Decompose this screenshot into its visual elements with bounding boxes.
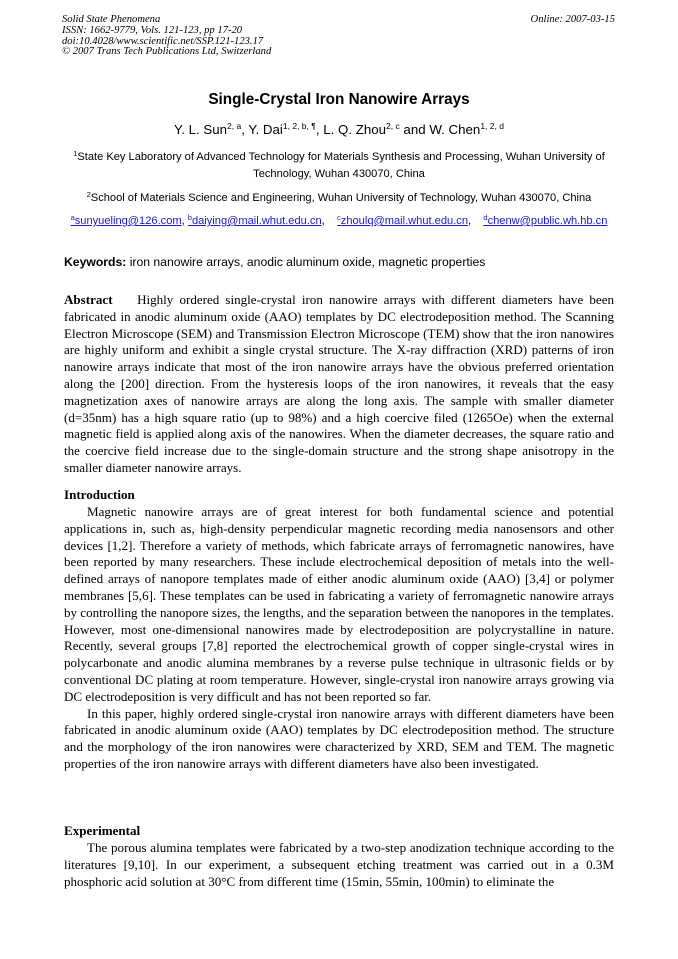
author-name: W. Chen <box>429 122 481 137</box>
abstract-section <box>64 292 614 477</box>
author-separator: , <box>241 122 249 137</box>
email-separator: , <box>468 215 484 227</box>
experimental-section <box>64 840 614 890</box>
author-name: Y. Dai <box>248 122 283 137</box>
online-date: Online: 2007-03-15 <box>530 14 615 25</box>
affiliation-mark: 2 <box>86 189 91 199</box>
keywords-label: Keywords: <box>64 255 127 269</box>
issn-line: ISSN: 1662-9779, Vols. 121-123, pp 17-20 <box>62 24 243 36</box>
doi-line: doi:10.4028/www.scientific.net/SSP.121-123.17 <box>62 35 264 47</box>
email-address: zhoulq@mail.whut.edu.cn <box>340 215 468 227</box>
paper-title: Single-Crystal Iron Nanowire Arrays <box>208 91 470 108</box>
journal-header <box>62 15 271 58</box>
journal-name: Solid State Phenomena <box>62 14 161 25</box>
paragraph: The porous alumina templates were fabricated by a two-step anodization technique according to the literatures [9,10]. In our experiment, a subsequent etching treatment was carried out in a 0.3M phosphoric acid solution at 30°C from different time (15min, 55min, 100min) to eliminate the <box>64 840 614 889</box>
affiliation-text: School of Materials Science and Engineering, Wuhan University of Technology, Wuhan 430070, China <box>90 192 592 204</box>
email-link-chen[interactable] <box>483 212 608 227</box>
keywords-text: iron nanowire arrays, anodic aluminum oxide, magnetic properties <box>126 255 486 269</box>
email-mark: d <box>483 212 488 222</box>
email-separator: , <box>181 215 188 227</box>
email-separator: , <box>321 215 338 227</box>
author-separator: , <box>315 122 324 137</box>
email-address: chenw@public.wh.hb.cn <box>487 215 608 227</box>
abstract-text: Highly ordered single-crystal iron nanowire arrays with different diameters have been fabricated in anodic aluminum oxide (AAO) templates by DC electrodeposition method. The Scanning Electron Microscope (SEM) and Transmission Electron Microscope (TEM) show that the iron nanowires are highly uniform and exhibit a single crystal structure. The X-ray diffraction (XRD) patterns of iron nanowire arrays indicate that most of the iron nanowire arrays have the obvious preferred orientation along the [200] direction. From the hysteresis loops of the iron nanowires, it reveals that the easy magnetization axes of nanowire arrays are along the long axis. The sample with smaller diameter (d=35nm) has a high square ratio (up to 98%) and a high coercive filed (1265Oe) when the external magnetic field is applied along axis of the nanowires. When the diameter decreases, the square ratio and the coercive field increase due to the single-domain structure and the strong shape anisotropy in the smaller diameter nanowire arrays. <box>64 292 615 475</box>
paragraph: In this paper, highly ordered single-crystal iron nanowire arrays with different diameters have been fabricated in anodic aluminum oxide (AAO) templates by DC electrodeposition method. The structure and the morphology of the iron nanowires were characterized by XRD, SEM and TEM. The magnetic properties of the iron nanowire arrays with different diameters have also been investigated. <box>64 705 614 771</box>
keywords <box>64 255 485 269</box>
email-address: daiying@mail.whut.edu.cn <box>191 215 322 227</box>
email-mark: a <box>70 212 75 222</box>
affiliation-mark: 1 <box>73 148 78 158</box>
author-name: Y. L. Sun <box>174 122 228 137</box>
author-list <box>0 122 678 137</box>
author-name: L. Q. Zhou <box>323 122 387 137</box>
author-affiliation-marks: 1, 2, d <box>480 120 504 131</box>
email-link-dai[interactable] <box>187 212 322 227</box>
email-mark: c <box>337 212 341 222</box>
email-mark: b <box>187 212 192 222</box>
email-address: sunyueling@126.com <box>74 215 182 227</box>
experimental-heading: Experimental <box>64 823 141 838</box>
email-link-sun[interactable] <box>70 212 182 227</box>
copyright-line: © 2007 Trans Tech Publications Ltd, Switzerland <box>62 46 272 58</box>
author-affiliation-marks: 2, c <box>386 120 400 131</box>
affiliation-text: State Key Laboratory of Advanced Technology for Materials Synthesis and Processing, Wuhan University of Technology, Wuhan 430070, China <box>77 151 605 180</box>
author-separator: and <box>399 122 430 137</box>
affiliation-2 <box>62 190 616 207</box>
email-list <box>62 212 616 227</box>
introduction-section <box>64 504 614 773</box>
author-affiliation-marks: 1, 2, b, ¶ <box>282 120 316 131</box>
affiliation-1 <box>62 149 616 183</box>
author-affiliation-marks: 2, a <box>227 120 242 131</box>
email-link-zhou[interactable] <box>337 212 468 227</box>
paragraph: Magnetic nanowire arrays are of great interest for both fundamental science and potential applications in, such as, high-density perpendicular magnetic recording media nanosensors and other devices [1,2]. Therefore a variety of methods, which fabricate arrays of ferromagnetic nanowires, have been reported by many researchers. These include electrochemical deposition of metals into the well-defined arrays of nanopore templates made of either anodic aluminum oxide (AAO) [3,4] or polymer membranes [5,6]. These templates can be used in fabricating a variety of ferromagnetic nanowire arrays by controlling the nanopore sizes, the lengths, and the separation between the nanopores in the templates. However, most one-dimensional nanowires made by electrodeposition are polycrystalline in nature. Recently, several groups [7,8] reported the electrochemical growth of copper single-crystal wires in polycarbonate and anodic alumina membranes by a reverse pulse technique in ultrasonic fields or by conventional DC plating at room temperature. However, single-crystal iron nanowire arrays growing via DC electrodeposition is very difficult and has not been reported so far. <box>64 504 614 704</box>
introduction-heading: Introduction <box>64 487 135 502</box>
abstract-label: Abstract <box>64 292 113 307</box>
